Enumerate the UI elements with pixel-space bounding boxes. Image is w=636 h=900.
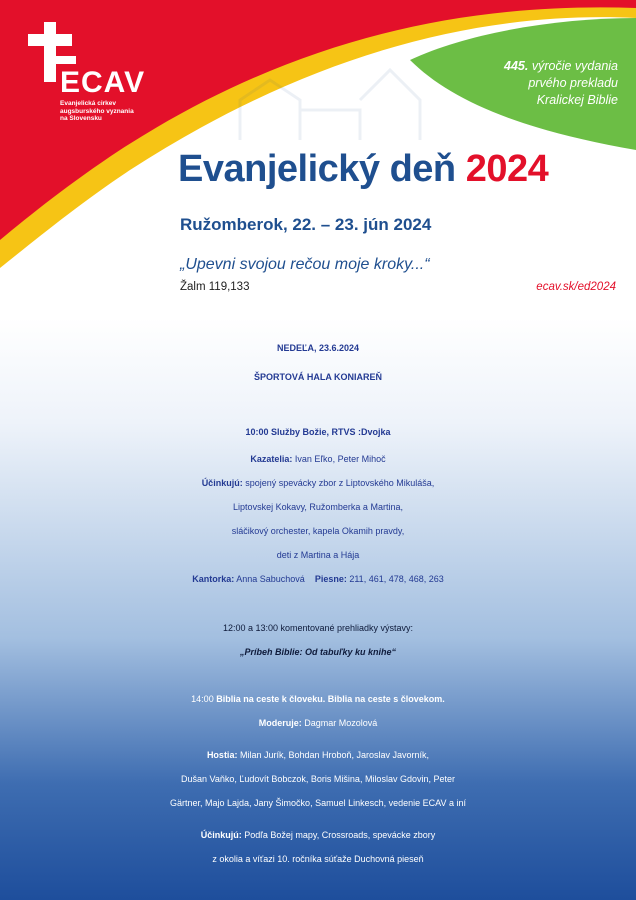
guests-label: Hostia: (206, 750, 238, 760)
talk-guests-line-2: Dušan Vaňko, Ľudovít Bobczok, Boris Mišina, Miloslav Gdovin, Peter (181, 774, 455, 784)
moderator-name: Dagmar Mozolová (301, 718, 378, 728)
event-title-text: Evanjelický deň (178, 148, 456, 190)
cantor-label: Kantorka: (192, 574, 235, 584)
logo-wordmark: ECAV (60, 66, 146, 99)
psalm-reference: Žalm 119,133 (180, 281, 250, 293)
logo-caption (60, 100, 180, 123)
event-url[interactable]: ecav.sk/ed2024 (536, 281, 616, 293)
cantor-name: Anna Sabuchová (234, 574, 305, 584)
preachers-label: Kazatelia: (250, 454, 293, 464)
service-performers-line-4: deti z Martina a Hája (276, 550, 360, 560)
program-venue: ŠPORTOVÁ HALA KONIAREŇ (253, 372, 382, 382)
hymns-label: Piesne: (314, 574, 347, 584)
program-section (0, 318, 636, 900)
anniversary-line-1-text: výročie vydania (528, 59, 618, 73)
event-title (178, 148, 548, 191)
event-year: 2024 (465, 148, 549, 190)
exhibit-title: „Príbeh Biblie: Od tabuľky ku knihe“ (239, 647, 397, 657)
service-preachers (0, 450, 636, 468)
talk-moderator (0, 714, 636, 732)
talk-time: 14:00 (191, 694, 217, 704)
talk-title: Biblia na ceste k človeku. Biblia na ceste s človekom. (216, 694, 445, 704)
church-watermark-icon (230, 60, 430, 140)
talk-performers-line-2: z okolia a víťazi 10. ročníka súťaže Duchovná pieseň (212, 854, 424, 864)
ecav-logo (24, 20, 154, 140)
logo-caption-line: augsburského vyznania (60, 107, 134, 115)
hymns-numbers: 211, 461, 478, 468, 263 (346, 574, 444, 584)
anniversary-note (418, 58, 618, 109)
service-performers-line-2: Liptovskej Kokavy, Ružomberka a Martina, (233, 502, 403, 512)
logo-caption-line: Evanjelická cirkev (60, 100, 117, 107)
anniversary-line-1 (418, 58, 618, 75)
performers-text: spojený spevácky zbor z Liptovského Mikuláša, (242, 478, 435, 488)
anniversary-line-2: prvého prekladu (528, 76, 618, 90)
service-heading: 10:00 Služby Božie, RTVS :Dvojka (245, 427, 391, 437)
performers-label: Účinkujú: (201, 478, 243, 488)
talk-guests-line-3: Gärtner, Majo Lajda, Jany Šimočko, Samuel Linkesch, vedenie ECAV a iní (170, 798, 466, 808)
anniversary-number: 445. (504, 59, 529, 73)
talk-performers-label: Účinkujú: (200, 830, 242, 840)
guests-text: Milan Jurík, Bohdan Hroboň, Jaroslav Javorník, (237, 750, 430, 760)
talk-performers-text: Podľa Božej mapy, Crossroads, spevácke zbory (241, 830, 436, 840)
event-motto: „Upevni svojou rečou moje kroky...“ (180, 256, 430, 273)
preachers-names: Ivan Eľko, Peter Mihoč (292, 454, 386, 464)
service-cantor-hymns (0, 570, 636, 588)
logo-caption-line: na Slovensku (60, 115, 102, 122)
talk-guests-line-1 (0, 746, 636, 764)
tours-text: 12:00 a 13:00 komentované prehliadky výstavy: (222, 623, 414, 633)
talk-heading (0, 690, 636, 708)
anniversary-line-3: Kralickej Biblie (536, 93, 618, 107)
service-performers-line-3: sláčikový orchester, kapela Okamih pravdy, (231, 526, 405, 536)
moderator-label: Moderuje: (258, 718, 302, 728)
program-day: NEDEĽA, 23.6.2024 (276, 343, 360, 353)
poster-header (0, 0, 636, 318)
talk-performers-line-1 (0, 826, 636, 844)
event-place-date: Ružomberok, 22. – 23. jún 2024 (180, 215, 432, 234)
service-performers-line-1 (0, 474, 636, 492)
